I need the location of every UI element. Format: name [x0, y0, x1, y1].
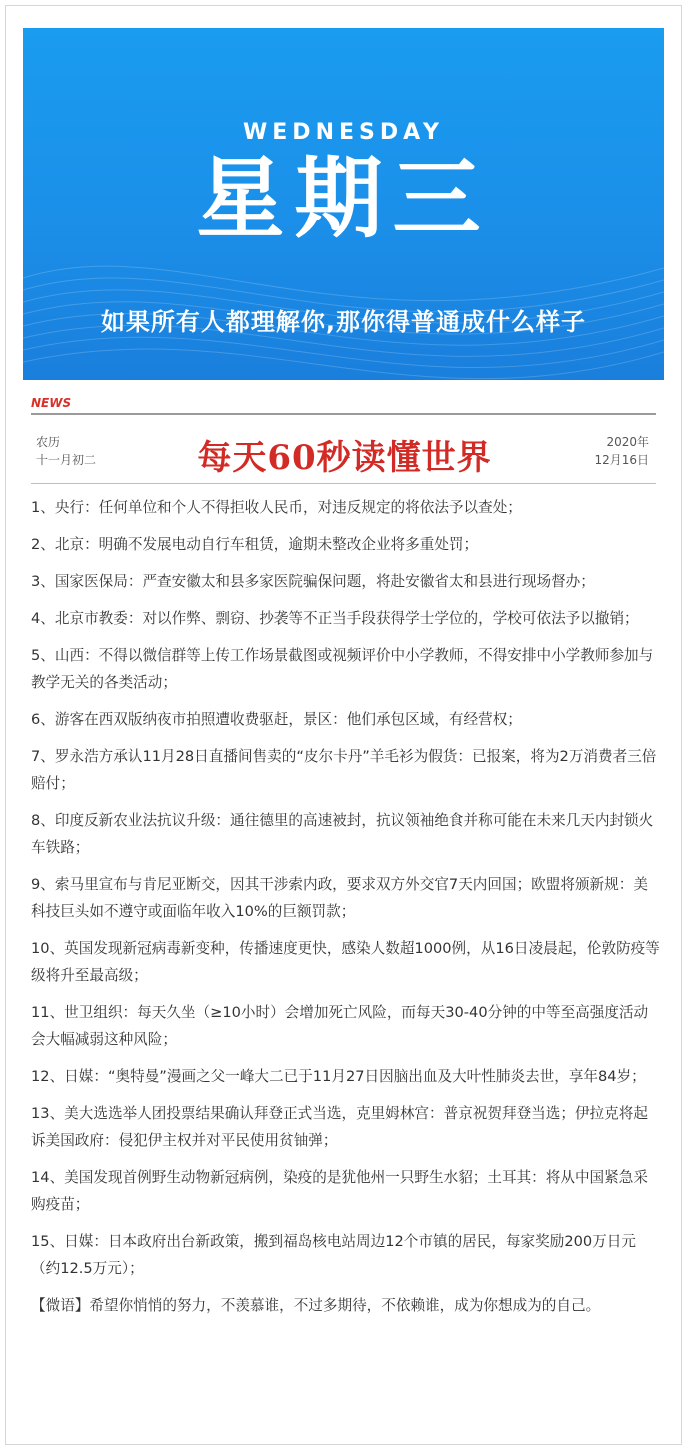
- weekday-banner: [23, 28, 664, 380]
- lunar-label: 农历: [36, 435, 61, 449]
- news-item: 3、国家医保局：严查安徽太和县多家医院骗保问题，将赴安徽省太和县进行现场督办；: [31, 573, 595, 590]
- news-item: 2、北京：明确不发展电动自行车租赁，逾期未整改企业将多重处罚；: [31, 536, 479, 553]
- news-item: 13、美大选选举人团投票结果确认拜登正式当选，克里姆林宫：普京祝贺拜登当选；伊拉克将起诉美国政府：侵犯伊主权并对平民使用贫铀弹；: [31, 1105, 648, 1149]
- news-item: 1、央行：任何单位和个人不得拒收人民币，对违反规定的将依法予以查处；: [31, 499, 522, 516]
- date-month-day: 12月16日: [594, 453, 649, 467]
- page-title: 每天60秒读懂世界: [197, 438, 492, 478]
- news-item: 10、英国发现新冠病毒新变种，传播速度更快，感染人数超1000例，从16日凌晨起，伦敦防疫等级将升至最高级；: [31, 940, 660, 984]
- news-item: 12、日媒：“奥特曼”漫画之父一峰大二已于11月27日因脑出血及大叶性肺炎去世，享年84岁；: [31, 1068, 646, 1085]
- news-item: 14、美国发现首例野生动物新冠病例，染疫的是犹他州一只野生水貂；土耳其：将从中国紧急采购疫苗；: [31, 1169, 648, 1213]
- date-year: 2020年: [606, 435, 649, 449]
- news-item: 5、山西：不得以微信群等上传工作场景截图或视频评价中小学教师，不得安排中小学教师参加与教学无关的各类活动；: [31, 647, 654, 691]
- news-item: 9、索马里宣布与肯尼亚断交，因其干涉索内政，要求双方外交官7天内回国；欧盟将颁新规：美科技巨头如不遵守或面临年收入10%的巨额罚款；: [31, 876, 648, 920]
- banner-motto: 如果所有人都理解你,那你得普通成什么样子: [100, 308, 587, 336]
- news-item: 8、印度反新农业法抗议升级：通往德里的高速被封，抗议领袖绝食并称可能在未来几天内封锁火车铁路；: [31, 812, 654, 856]
- news-item: 7、罗永浩方承认11月28日直播间售卖的“皮尔卡丹”羊毛衫为假货：已报案，将为2万消费者三倍赔付；: [31, 748, 657, 792]
- news-item: 6、游客在西双版纳夜市拍照遭收费驱赶，景区：他们承包区域，有经营权；: [31, 711, 522, 728]
- lunar-day: 十一月初二: [36, 453, 97, 467]
- weekday-chinese: 星期三: [196, 147, 491, 250]
- news-item: 15、日媒：日本政府出台新政策，搬到福岛核电站周边12个市镇的居民，每家奖励200万日元（约12.5万元）；: [31, 1233, 636, 1277]
- news-item: 11、世卫组织：每天久坐（≥10小时）会增加死亡风险，而每天30-40分钟的中等至高强度活动会大幅减弱这种风险；: [31, 1004, 649, 1048]
- news-tag: NEWS: [31, 396, 72, 410]
- gregorian-date: [594, 433, 649, 469]
- header-divider-bottom: [31, 483, 656, 484]
- news-list: [31, 494, 661, 1329]
- weekday-english: WEDNESDAY: [243, 120, 444, 145]
- weiyu-quote: 【微语】希望你悄悄的努力，不羡慕谁，不过多期待，不依赖谁，成为你想成为的自己。: [31, 1297, 601, 1314]
- news-item: 4、北京市教委：对以作弊、剽窃、抄袭等不正当手段获得学士学位的，学校可依法予以撤销；: [31, 610, 639, 627]
- header-divider-top: [31, 413, 656, 415]
